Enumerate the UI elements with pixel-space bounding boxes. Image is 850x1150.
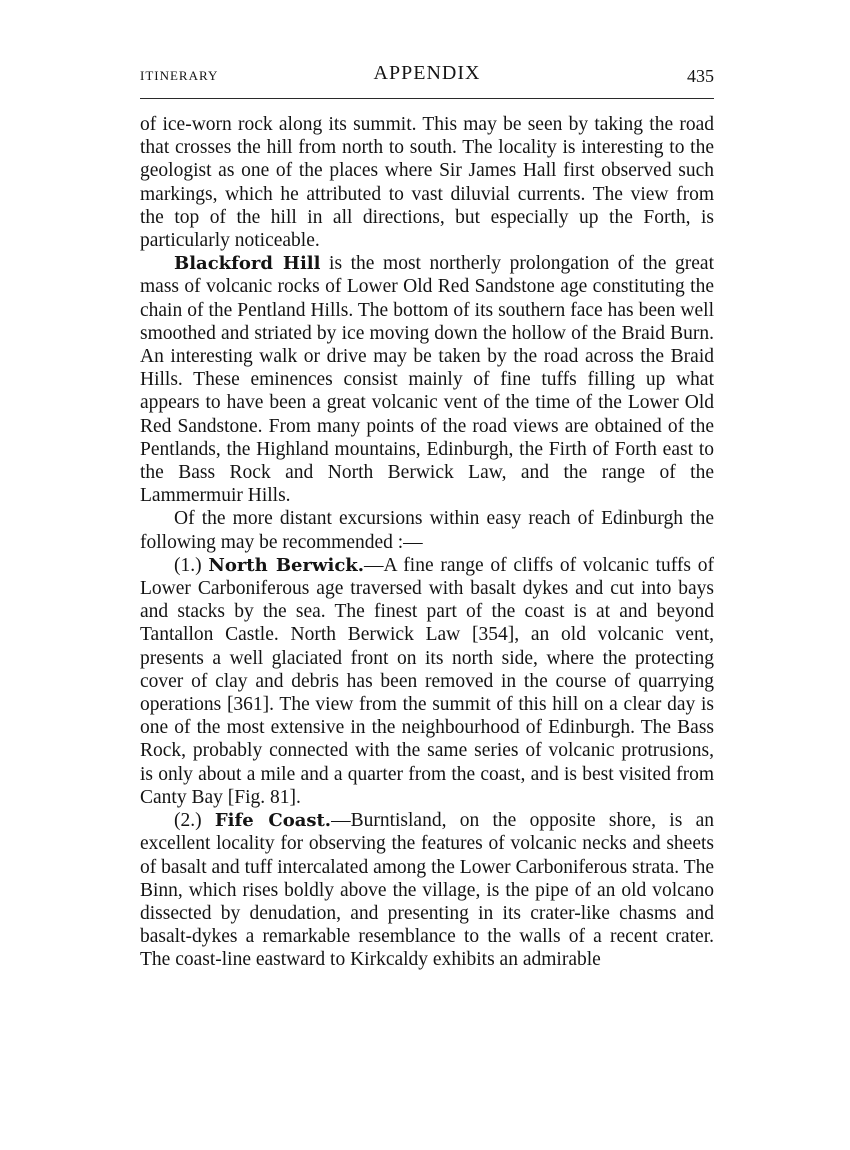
paragraph-text: Of the more distant excursions within easy reach of Edinburgh the following may be recommended :— (140, 508, 714, 553)
paragraph-heading: North Berwick. (208, 554, 365, 576)
paragraph-fife-coast (140, 809, 714, 971)
body-text (140, 113, 714, 972)
paragraph-blackford-hill (140, 252, 714, 507)
paragraph-text: —A fine range of cliffs of volcanic tuffs of Lower Carboniferous age traversed with basalt dykes and cut into bays and stacks by the sea. The finest part of the coast is at and beyond Tantallon Castle. North Berwick Law [354], an old volcanic vent, presents a well glaciated front on its north side, where the protecting cover of clay and debris has been removed in the course of quarrying operations [361]. The view from the summit of this hill on a clear day is one of the most extensive in the neighbourhood of Edinburgh. The Bass Rock, probably connected with the same series of volcanic protrusions, is only about a mile and a quarter from the coast, and is best visited from Canty Bay [Fig. 81]. (140, 554, 714, 808)
paragraph-distant-excursions (140, 507, 714, 553)
paragraph-ice-worn-rock (140, 113, 714, 252)
paragraph-text: is the most northerly prolongation of the great mass of volcanic rocks of Lower Old Red Sandstone age constituting the chain of the Pentland Hills. The bottom of its southern face has been well smoothed and striated by ice moving down the hollow of the Braid Burn. An interesting walk or drive may be taken by the road across the Braid Hills. These eminences consist mainly of fine tuffs filling up what appears to have been a great volcanic vent of the time of the Lower Old Red Sandstone. From many points of the road views are obtained of the Pentlands, the Highland mountains, Edinburgh, the Firth of Forth east to the Bass Rock and North Berwick Law, and the range of the Lammermuir Hills. (140, 253, 715, 507)
running-header (140, 62, 714, 96)
paragraph-text: —Burntisland, on the opposite shore, is an excellent locality for observing the features of volcanic necks and sheets of basalt and tuff intercalated among the Lower Carboniferous strata. The Binn, which rises boldly above the village, is the pipe of an old volcano dissected by denudation, and presenting in its crater-like chasms and basalt-dykes a remarkable resemblance to the walls of a recent crater. The coast-line eastward to Kirkcaldy exhibits an admirable (140, 810, 714, 971)
paragraph-heading: Blackford Hill (174, 253, 321, 275)
header-chapter-title: APPENDIX (373, 62, 481, 84)
paragraph-number: (1.) (174, 554, 209, 576)
paragraph-text: of ice-worn rock along its summit. This may be seen by taking the road that crosses the hill from north to south. The locality is interesting to the geologist as one of the places where Sir James Hall first observed such markings, which he attributed to vast diluvial currents. The view from the top of the hill in all directions, but especially up the Forth, is particularly noticeable. (140, 114, 714, 252)
paragraph-heading: Fife Coast. (214, 810, 332, 832)
header-rule (140, 98, 714, 99)
paragraph-number: (2.) (174, 810, 215, 832)
paragraph-north-berwick (140, 554, 714, 809)
header-section-title: ITINERARY (140, 68, 219, 83)
page-number: 435 (687, 66, 714, 86)
